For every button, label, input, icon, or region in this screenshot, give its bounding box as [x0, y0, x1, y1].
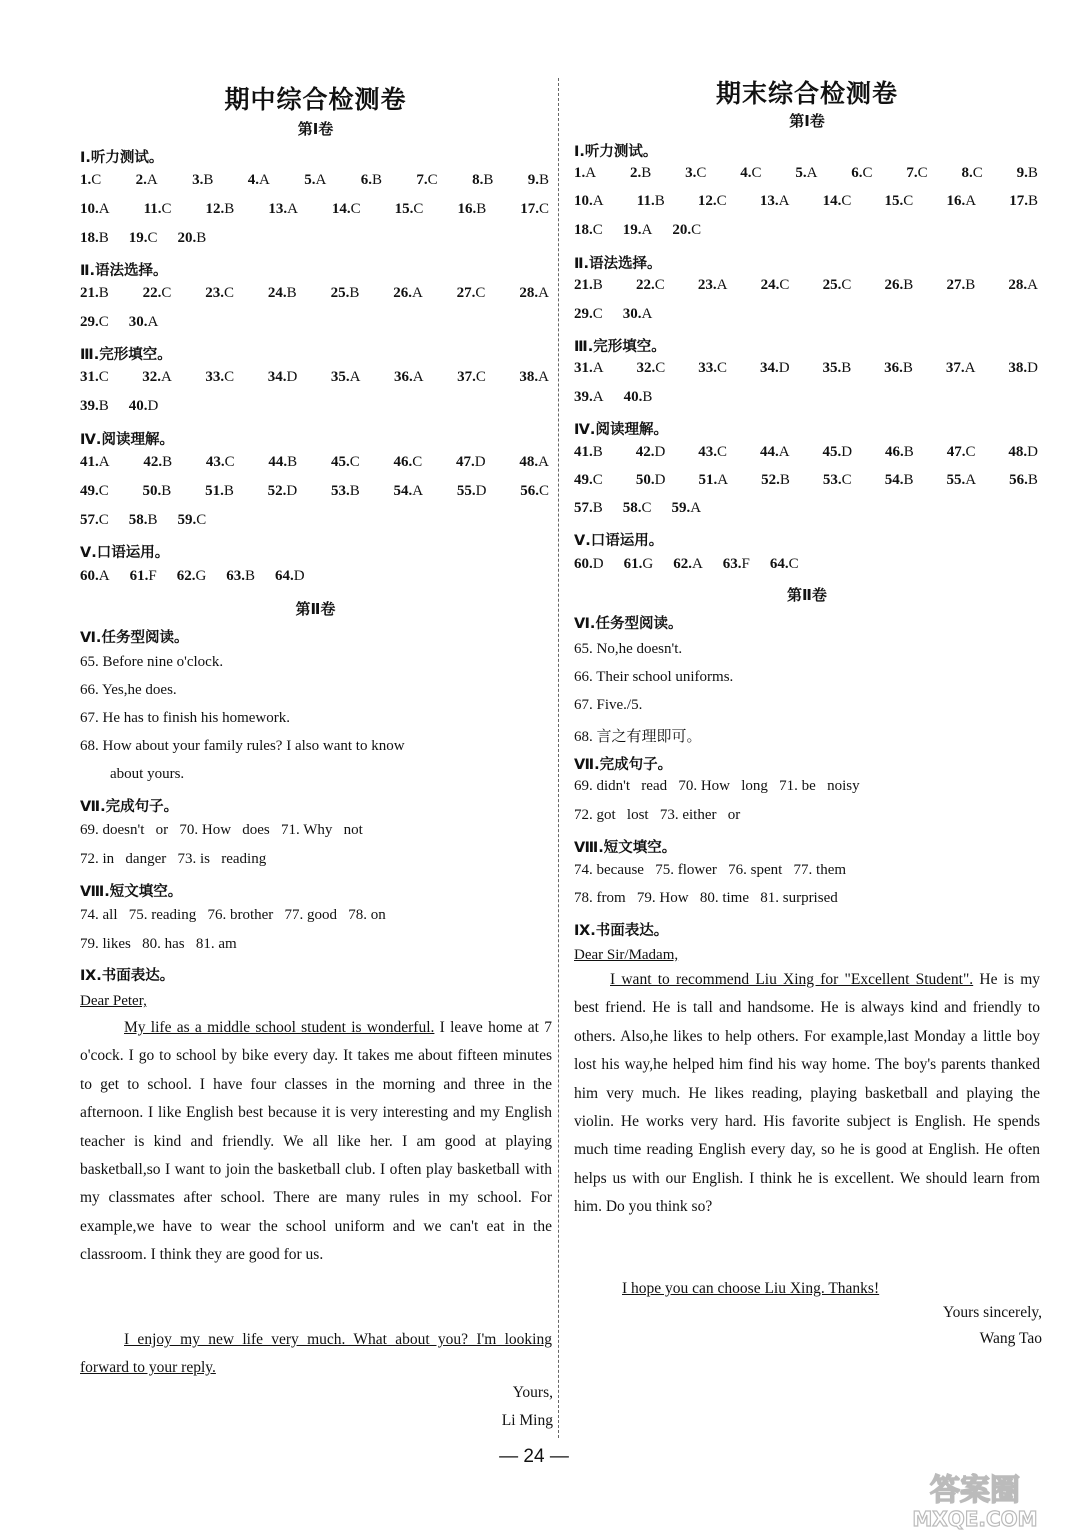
answer-item: 58.B	[128, 512, 158, 528]
answer-item: 25.B	[330, 285, 360, 301]
section-grammar: Ⅱ.语法选择。	[80, 263, 168, 279]
answer-item: 37.C	[457, 369, 486, 385]
answer-item: 59.C	[177, 512, 207, 528]
volume-2-heading: 第Ⅱ卷	[295, 600, 336, 618]
answer-item: 60.D	[574, 556, 604, 572]
answer-item: 55.A	[946, 472, 977, 488]
answer-item: 4.A	[247, 172, 270, 188]
answer-item: 17.C	[520, 201, 549, 217]
answer-item: 32.C	[636, 360, 666, 376]
answer-item: 24.B	[267, 285, 297, 301]
column-divider	[558, 78, 559, 1438]
answer-item: 63.F	[722, 556, 750, 572]
answer-row	[80, 398, 178, 415]
answer-item: 28.A	[1008, 277, 1038, 293]
answer-item: 57.B	[574, 500, 603, 516]
watermark-bottom-text: MXQE.COM	[912, 1507, 1038, 1531]
section-speaking: Ⅴ.口语运用。	[80, 545, 170, 561]
answer-item: 50.B	[142, 483, 172, 499]
answer-item: 2.B	[629, 165, 652, 181]
answer-row	[574, 360, 1038, 377]
watermark-logo	[890, 1468, 1060, 1532]
answer-item: 48.A	[519, 454, 549, 470]
answer-item: 18.B	[80, 230, 109, 246]
answer-item: 39.A	[574, 389, 604, 405]
answer-item: 16.B	[457, 201, 487, 217]
section-writing: Ⅸ.书面表达。	[574, 923, 669, 939]
section-speaking: Ⅴ.口语运用。	[574, 533, 664, 549]
answer-item: 27.B	[946, 277, 976, 293]
answer-item: 44.A	[759, 444, 790, 460]
answer-item: 35.A	[330, 369, 361, 385]
answer-line: 78. from 79. How 80. time 81. surprised	[574, 890, 838, 906]
answer-item: 10.A	[574, 193, 604, 209]
answer-item: 61.G	[623, 556, 654, 572]
answer-item: 20.B	[177, 230, 207, 246]
answer-item: 5.A	[304, 172, 327, 188]
answer-item: 19.A	[622, 222, 653, 238]
answer-item: 47.D	[456, 454, 486, 470]
answer-item: 53.C	[822, 472, 852, 488]
answer-item: 9.B	[527, 172, 549, 188]
answer-item: 56.B	[1009, 472, 1038, 488]
letter-body	[574, 966, 1040, 1222]
answer-item: 25.C	[822, 277, 852, 293]
section-complete-sentences: Ⅶ.完成句子。	[80, 799, 179, 815]
answer-item: 28.A	[519, 285, 549, 301]
volume-1-heading: 第Ⅰ卷	[789, 112, 825, 130]
section-fill-blanks: Ⅷ.短文填空。	[80, 884, 183, 900]
answer-line: 72. in danger 73. is reading	[80, 851, 267, 867]
answer-row	[574, 306, 672, 323]
answer-line: 66. Their school uniforms.	[574, 669, 734, 685]
answer-item: 46.C	[393, 454, 423, 470]
answer-item: 23.A	[697, 277, 728, 293]
section-cloze: Ⅲ.完形填空。	[80, 347, 172, 363]
answer-item: 3.C	[685, 165, 707, 181]
answer-line: about yours.	[110, 766, 185, 782]
answer-item: 32.A	[142, 369, 172, 385]
answer-line: 79. likes 80. has 81. am	[80, 936, 237, 952]
letter-signature: Li Ming	[501, 1412, 553, 1429]
section-complete-sentences: Ⅶ.完成句子。	[574, 757, 673, 773]
answer-item: 1.C	[80, 172, 102, 188]
section-reading: Ⅳ.阅读理解。	[80, 432, 174, 448]
answer-item: 9.B	[1016, 165, 1038, 181]
answer-item: 39.B	[80, 398, 109, 414]
answer-row	[574, 444, 1038, 461]
answer-item: 19.C	[128, 230, 158, 246]
answer-line: 68. 言之有理即可。	[574, 729, 702, 745]
answer-item: 50.D	[635, 472, 666, 488]
section-reading: Ⅳ.阅读理解。	[574, 422, 668, 438]
letter-first-sentence: I want to recommend Liu Xing for "Excellent Student".	[610, 971, 974, 988]
answer-item: 6.C	[851, 165, 873, 181]
answer-item: 51.B	[205, 483, 234, 499]
answer-line: 74. because 75. flower 76. spent 77. them	[574, 862, 847, 878]
letter-closing: Yours sincerely,	[942, 1304, 1042, 1321]
answer-item: 33.C	[698, 360, 727, 376]
letter-closing-paragraph: I hope you can choose Liu Xing. Thanks!	[622, 1280, 880, 1297]
answer-item: 31.C	[80, 369, 109, 385]
answer-item: 8.B	[472, 172, 494, 188]
answer-item: 56.C	[520, 483, 549, 499]
answer-item: 30.A	[128, 314, 159, 330]
answer-item: 57.C	[80, 512, 109, 528]
answer-item: 1.A	[574, 165, 597, 181]
answer-item: 3.B	[192, 172, 214, 188]
letter-first-sentence: My life as a middle school student is wonderful.	[124, 1019, 435, 1036]
answer-item: 31.A	[574, 360, 604, 376]
section-grammar: Ⅱ.语法选择。	[574, 256, 662, 272]
answer-row	[574, 277, 1038, 294]
answer-line: 72. got lost 73. either or	[574, 807, 741, 823]
answer-item: 63.B	[226, 568, 256, 584]
answer-item: 61.F	[129, 568, 157, 584]
answer-item: 38.A	[519, 369, 549, 385]
answer-line: 67. Five./5.	[574, 697, 643, 713]
letter-greeting: Dear Sir/Madam,	[574, 947, 679, 963]
letter-closing-paragraph: I enjoy my new life very much. What about you? I'm looking forward to your reply.	[80, 1331, 552, 1377]
answer-item: 22.C	[635, 277, 665, 293]
answer-item: 46.B	[885, 444, 914, 460]
answer-item: 55.D	[456, 483, 487, 499]
answer-item: 21.B	[80, 285, 109, 301]
answer-row	[574, 472, 1038, 489]
answer-item: 43.C	[205, 454, 235, 470]
letter-main-text: He is my best friend. He is tall and handsome. He is always kind and friendly to others. Also,he likes to help others. For example,last Monday a little boy lost his way,he helped him find his way home. The boy's parents thanked him very much. He likes reading, playing basketball and playing the violin. He works very hard. His favorite subject is English. He spends much time reading English every day, so he is good at English. He often helps us with our English. I think he is excellent. We should learn from him. Do you think so?	[574, 971, 1041, 1216]
answer-row	[80, 230, 226, 247]
section-task-reading: Ⅵ.任务型阅读。	[80, 630, 189, 646]
answer-row	[574, 222, 721, 239]
answer-row	[80, 568, 325, 585]
answer-item: 34.D	[267, 369, 298, 385]
answer-item: 54.A	[393, 483, 424, 499]
answer-row	[80, 201, 549, 218]
answer-item: 36.A	[393, 369, 424, 385]
answer-item: 58.C	[622, 500, 652, 516]
letter-main-text: I leave home at 7 o'cock. I go to school by bike every day. It takes me about fifteen minutes to get to school. I have four classes in the morning and three in the afternoon. I like English best because it is very interesting and my English teacher is kind and friendly. We all like her. I am good at playing basketball,so I want to join the basketball club. I often play basketball with my classmates after school. There are many rules in my school. For example,we have to wear the school uniform and we can't eat in the classroom. I think they are good for us.	[80, 1019, 553, 1264]
answer-line: 66. Yes,he does.	[80, 682, 177, 698]
answer-item: 42.B	[143, 454, 173, 470]
answer-item: 10.A	[80, 201, 110, 217]
answer-row	[574, 389, 672, 406]
section-writing: Ⅸ.书面表达。	[80, 968, 175, 984]
answer-item: 29.C	[80, 314, 109, 330]
answer-line: 67. He has to finish his homework.	[80, 710, 290, 726]
answer-row	[80, 483, 549, 500]
answer-item: 20.C	[672, 222, 702, 238]
answer-item: 62.A	[673, 556, 703, 572]
volume-2-heading: 第Ⅱ卷	[787, 586, 827, 604]
answer-item: 41.A	[80, 454, 110, 470]
answer-item: 40.D	[128, 398, 159, 414]
answer-item: 33.C	[205, 369, 235, 385]
answer-line: 69. didn't read 70. How long 71. be noisy	[574, 778, 860, 794]
answer-item: 24.C	[760, 277, 790, 293]
letter-body	[80, 1014, 552, 1270]
answer-item: 7.C	[416, 172, 438, 188]
section-cloze: Ⅲ.完形填空。	[574, 339, 666, 355]
answer-row	[574, 556, 819, 573]
answer-item: 48.D	[1008, 444, 1038, 460]
answer-line: 65. No,he doesn't.	[574, 641, 683, 657]
letter-greeting: Dear Peter,	[80, 993, 147, 1009]
answer-item: 36.B	[884, 360, 913, 376]
answer-item: 21.B	[574, 277, 603, 293]
answer-item: 7.C	[906, 165, 928, 181]
section-task-reading: Ⅵ.任务型阅读。	[574, 616, 683, 632]
answer-item: 52.D	[267, 483, 298, 499]
answer-item: 29.C	[574, 306, 603, 322]
answer-item: 42.D	[635, 444, 666, 460]
answer-item: 4.C	[740, 165, 762, 181]
answer-item: 51.A	[698, 472, 729, 488]
answer-item: 45.C	[330, 454, 360, 470]
answer-item: 13.A	[759, 193, 790, 209]
answer-item: 45.D	[822, 444, 853, 460]
answer-item: 22.C	[142, 285, 172, 301]
answer-item: 17.B	[1009, 193, 1038, 209]
answer-item: 30.A	[622, 306, 653, 322]
answer-row	[80, 314, 178, 331]
answer-item: 44.B	[268, 454, 298, 470]
answer-item: 2.A	[135, 172, 158, 188]
answer-row	[80, 512, 226, 529]
midterm-title: 期中综合检测卷	[224, 85, 407, 114]
answer-item: 49.C	[574, 472, 603, 488]
answer-row	[80, 454, 549, 471]
answer-item: 49.C	[80, 483, 109, 499]
answer-item: 34.D	[759, 360, 790, 376]
watermark-top-text: 答案圈	[930, 1473, 1020, 1508]
page-number: — 24 —	[499, 1446, 569, 1467]
answer-item: 6.B	[360, 172, 383, 188]
answer-item: 53.B	[330, 483, 360, 499]
answer-row	[574, 165, 1038, 182]
answer-item: 40.B	[623, 389, 653, 405]
answer-item: 26.B	[884, 277, 914, 293]
answer-row	[80, 285, 549, 302]
answer-line: 74. all 75. reading 76. brother 77. good 78. on	[80, 907, 386, 923]
answer-item: 26.A	[393, 285, 423, 301]
answer-item: 41.B	[574, 444, 603, 460]
answer-item: 18.C	[574, 222, 603, 238]
answer-item: 62.G	[176, 568, 207, 584]
section-listening: Ⅰ.听力测试。	[574, 144, 658, 160]
answer-item: 8.C	[961, 165, 983, 181]
answer-item: 14.C	[822, 193, 852, 209]
answer-row	[80, 369, 549, 386]
answer-item: 12.B	[205, 201, 235, 217]
answer-item: 16.A	[946, 193, 977, 209]
section-fill-blanks: Ⅷ.短文填空。	[574, 840, 677, 856]
answer-item: 11.B	[636, 193, 665, 209]
letter-signature: Wang Tao	[979, 1330, 1042, 1347]
answer-item: 59.A	[671, 500, 702, 516]
answer-item: 38.D	[1008, 360, 1038, 376]
final-title: 期末综合检测卷	[715, 79, 898, 108]
answer-item: 64.D	[275, 568, 305, 584]
answer-row	[80, 172, 549, 189]
letter-closing: Yours,	[512, 1384, 553, 1401]
answer-item: 13.A	[268, 201, 298, 217]
answer-row	[574, 500, 721, 517]
answer-item: 35.B	[822, 360, 852, 376]
answer-item: 5.A	[795, 165, 818, 181]
answer-item: 11.C	[143, 201, 172, 217]
answer-item: 27.C	[456, 285, 486, 301]
answer-item: 60.A	[80, 568, 110, 584]
answer-item: 23.C	[205, 285, 235, 301]
section-listening: Ⅰ.听力测试。	[80, 150, 164, 166]
answer-item: 15.C	[394, 201, 424, 217]
answer-line: 69. doesn't or 70. How does 71. Why not	[80, 822, 363, 838]
answer-item: 47.C	[946, 444, 976, 460]
answer-item: 37.A	[945, 360, 976, 376]
answer-item: 14.C	[331, 201, 361, 217]
answer-item: 15.C	[884, 193, 914, 209]
answer-item: 52.B	[761, 472, 790, 488]
answer-line: 68. How about your family rules? I also want to know	[80, 738, 405, 754]
answer-line: 65. Before nine o'clock.	[80, 654, 224, 670]
answer-item: 12.C	[697, 193, 727, 209]
answer-item: 54.B	[884, 472, 914, 488]
volume-1-heading: 第Ⅰ卷	[297, 120, 334, 138]
answer-item: 43.C	[698, 444, 727, 460]
answer-item: 64.C	[769, 556, 799, 572]
answer-row	[574, 193, 1038, 210]
